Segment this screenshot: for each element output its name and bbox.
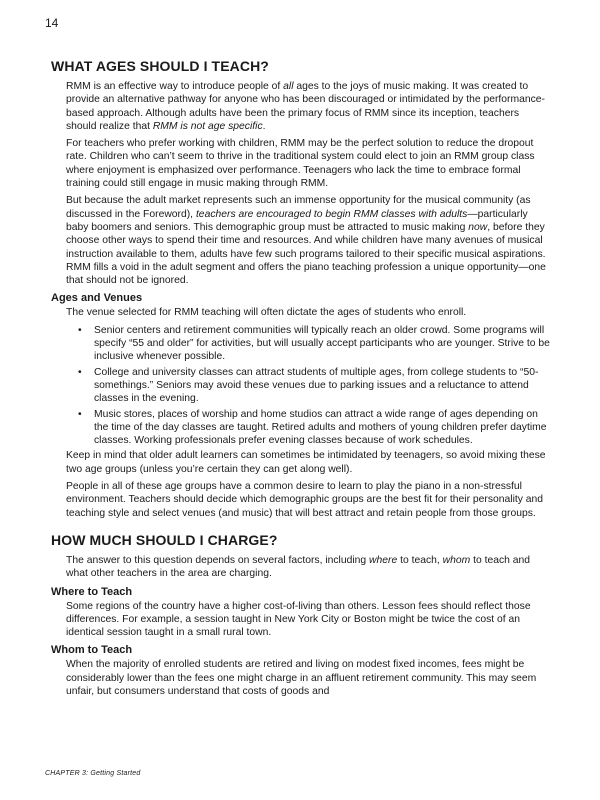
section-body-ages [66, 80, 551, 287]
list-item [66, 366, 551, 406]
section-heading-charge: HOW MUCH SHOULD I CHARGE? [51, 531, 278, 548]
paragraph-children: For teachers who prefer working with children, RMM may be the perfect solution to reduce the dropout rate. Children who can’t seem to thrive in the traditional system could elect to join an RMM group class where enjoyment is emphasized over performance. Teenagers who lack the time to embrace formal training could still engage in music making through RMM. [66, 138, 535, 190]
section-body-charge [66, 554, 551, 581]
paragraph-venue: The venue selected for RMM teaching will often dictate the ages of students who enroll. [66, 307, 467, 319]
page-footer: CHAPTER 3: Getting Started [45, 770, 141, 777]
emphasis-text: where [369, 554, 398, 566]
venue-list [66, 324, 551, 448]
subheading-where-to-teach: Where to Teach [51, 585, 133, 598]
paragraph-regions: Some regions of the country have a higher cost-of-living than others. Lesson fees should reflect those differences. For example, a session taught in New York City or Boston might be twice the cost of an identical session taught in a small rural town. [66, 600, 531, 639]
bullet-icon: • [78, 366, 82, 378]
paragraph-factors: The answer to this question depends on several factors, including where to teach, whom to teach and what other teachers in the area are charging. [66, 554, 531, 580]
page-content [51, 58, 551, 702]
emphasis-text: RMM is not age specific [152, 120, 263, 132]
list-item [66, 324, 551, 364]
bullet-icon: • [78, 408, 82, 420]
list-item [66, 408, 551, 448]
paragraph-intro: RMM is an effective way to introduce people of all ages to the joys of music making. It was created to provide an alternative pathway for anyone who has been discouraged or intimidated by the performance-based approach. Although adults have been the primary focus of RMM since its inception, teachers should realize that RMM is not age specific. [66, 81, 545, 132]
section-body-venues [66, 306, 551, 519]
paragraph-common-desire: People in all of these age groups have a common desire to learn to play the piano in a non-stressful environment. Teachers should decide which demographic groups are the best fit for their personality and teaching style and select venues (and music) that will best attract and retain people from those groups. [66, 481, 544, 519]
section-body-where [66, 600, 551, 640]
subheading-ages-venues: Ages and Venues [51, 292, 143, 305]
page-number: 14 [45, 16, 59, 30]
paragraph-retired-students: When the majority of enrolled students are retired and living on modest fixed incomes, fees might be considerably lower than the fees one might charge in an affluent retirement community. This may seem unfair, but consumers understand that costs of goods and [66, 659, 537, 697]
bullet-icon: • [78, 324, 82, 336]
emphasis-text: whom [442, 554, 471, 566]
paragraph-teenagers: Keep in mind that older adult learners can sometimes be intimidated by teenagers, so avoid mixing these two age groups (unless you’re certain they can get along well). [66, 450, 546, 475]
list-item-text: Senior centers and retirement communities will typically reach an older crowd. Some programs will specify “55 and older” for activities, but will usually accept participants who are younger. Strive to be inclusive whenever possible. [94, 324, 550, 363]
list-item-text: Music stores, places of worship and home studios can attract a wide range of ages depending on the time of the day classes are taught. Retired adults and mothers of young children prefer daytime classes. Working professionals prefer evening classes because of work schedules. [94, 408, 547, 447]
paragraph-adult-market: But because the adult market represents such an immense opportunity for the musical community (as discussed in the Foreword), teachers are encouraged to begin RMM classes with adults—particularly baby boomers and seniors. This demographic group must be attracted to music making now, before they choose other ways to spend their time and resources. And while children have many avenues of musical instruction available to them, adults have few such programs tailored to their specific musical aspirations. RMM fills a void in the adult segment and offers the piano teaching profession a unique opportunity—one that should not be ignored. [66, 195, 546, 287]
emphasis-text: now [468, 221, 488, 233]
section-body-whom [66, 658, 551, 698]
emphasis-text: teachers are encouraged to begin RMM classes with adults [195, 208, 468, 220]
subheading-whom-to-teach: Whom to Teach [51, 644, 133, 657]
emphasis-text: all [283, 81, 294, 92]
section-heading-ages: WHAT AGES SHOULD I TEACH? [51, 58, 269, 74]
list-item-text: College and university classes can attract students of multiple ages, from college students to “50-somethings.” Seniors may avoid these venues due to parking issues and a reluctance to attend classes in the evening. [94, 366, 539, 405]
